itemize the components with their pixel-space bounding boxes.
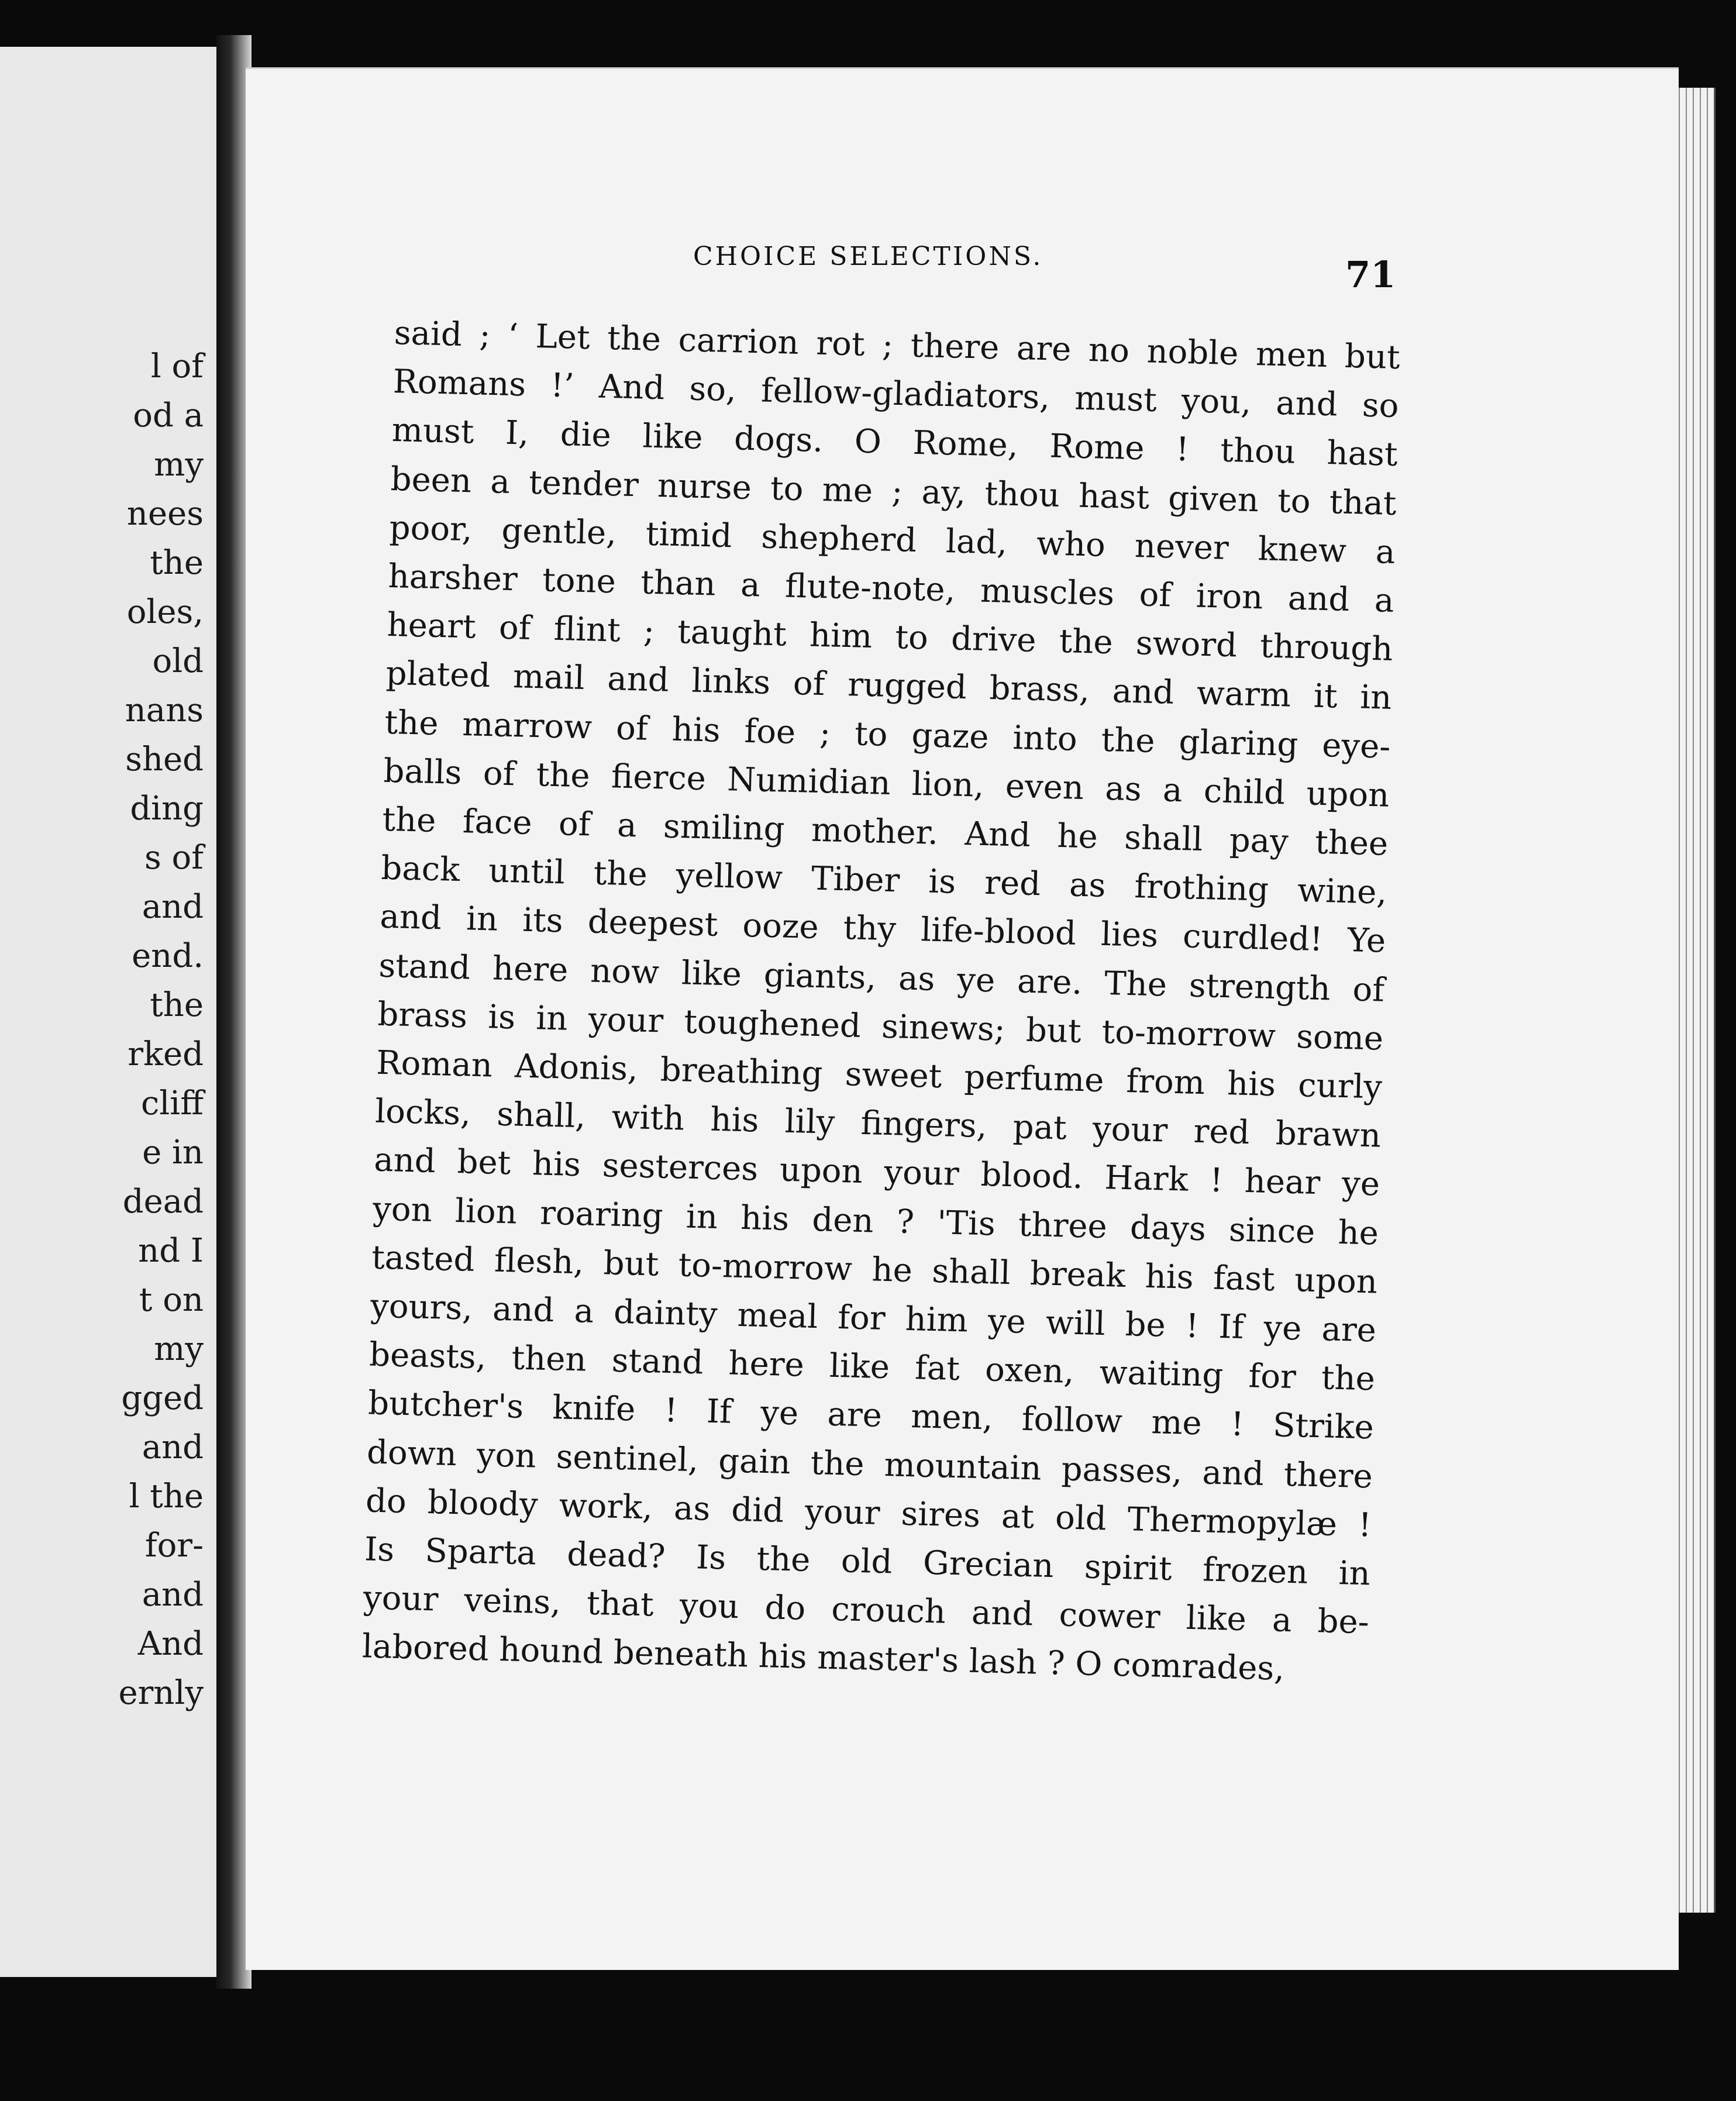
text-line: balls of the fierce Numidian lion, even as a child upon bbox=[383, 752, 1390, 815]
text-line: labored hound beneath his master's lash ? O comrades, bbox=[361, 1627, 1285, 1689]
page-number: 71 bbox=[1345, 253, 1396, 296]
text-line: said ; ‘ Let the carrion rot ; there are no noble men but bbox=[394, 314, 1401, 377]
text-line: back until the yellow Tiber is red as frothing wine, bbox=[380, 849, 1387, 912]
left-page-fragment: l the bbox=[129, 1477, 204, 1516]
text-line: heart of flint ; taught him to drive the sword through bbox=[386, 606, 1394, 669]
left-page-fragment: the bbox=[150, 544, 204, 582]
text-line: been a tender nurse to me ; ay, thou hast given to that bbox=[390, 460, 1397, 523]
text-line: do bloody work, as did your sires at old Thermopylæ ! bbox=[365, 1482, 1372, 1545]
text-line: brass is in your toughened sinews; but to-morrow some bbox=[377, 995, 1384, 1058]
left-page-fragment: and bbox=[142, 888, 204, 926]
text-line: Is Sparta dead? Is the old Grecian spirit frozen in bbox=[364, 1530, 1371, 1593]
page-edges bbox=[1673, 88, 1716, 1913]
left-page-fragment: s of bbox=[144, 839, 204, 877]
text-line: Roman Adonis, breathing sweet perfume from his curly bbox=[376, 1043, 1383, 1107]
text-line: butcher's knife ! If ye are men, follow me ! Strike bbox=[367, 1384, 1375, 1447]
left-page bbox=[0, 47, 220, 1977]
left-page-fragment: nees bbox=[126, 495, 204, 533]
left-page-fragment: rked bbox=[128, 1035, 204, 1073]
text-line: and bet his sesterces upon your blood. Hark ! hear ye bbox=[373, 1141, 1380, 1204]
left-page-fragment: ernly bbox=[118, 1674, 204, 1712]
text-line: beasts, then stand here like fat oxen, waiting for the bbox=[368, 1335, 1376, 1399]
left-page-fragment: And bbox=[137, 1625, 204, 1663]
text-line: plated mail and links of rugged brass, and warm it in bbox=[385, 655, 1393, 718]
left-page-fragment: shed bbox=[125, 740, 204, 779]
left-page-fragment: and bbox=[142, 1428, 204, 1466]
left-page-fragment: the bbox=[150, 986, 204, 1024]
left-page-fragment: my bbox=[154, 1330, 204, 1368]
left-page-fragment: end. bbox=[132, 937, 204, 975]
text-line: the marrow of his foe ; to gaze into the glaring eye- bbox=[384, 703, 1391, 766]
body-text bbox=[361, 309, 1400, 1696]
main-page bbox=[246, 67, 1679, 1970]
left-page-fragment: ding bbox=[130, 790, 204, 828]
text-line: tasted flesh, but to-morrow he shall break his fast upon bbox=[371, 1238, 1378, 1301]
left-page-fragment: gged bbox=[121, 1379, 204, 1417]
left-page-fragment: for- bbox=[144, 1527, 204, 1565]
left-page-fragment: cliff bbox=[141, 1084, 204, 1122]
text-line: and in its deepest ooze thy life-blood lies curdled! Ye bbox=[379, 898, 1386, 961]
left-page-fragment: nans bbox=[125, 691, 204, 729]
left-page-fragment: od a bbox=[133, 397, 204, 435]
text-line: poor, gentle, timid shepherd lad, who never knew a bbox=[389, 508, 1396, 571]
text-line: locks, shall, with his lily fingers, pat your red brawn bbox=[374, 1092, 1382, 1155]
text-line: the face of a smiling mother. And he shall pay thee bbox=[381, 800, 1389, 863]
text-line: Romans !’ And so, fellow-gladiators, must you, and so bbox=[392, 363, 1400, 426]
text-line: harsher tone than a flute-note, muscles of iron and a bbox=[388, 557, 1395, 620]
left-page-fragment: e in bbox=[142, 1134, 204, 1172]
text-line: must I, die like dogs. O Rome, Rome ! thou hast bbox=[391, 411, 1399, 474]
text-line: yours, and a dainty meal for him ye will be ! If ye are bbox=[370, 1287, 1377, 1350]
left-page-fragment: and bbox=[142, 1576, 204, 1614]
text-line: your veins, that you do crouch and cower like a be- bbox=[363, 1579, 1370, 1642]
left-page-fragment: old bbox=[152, 642, 204, 680]
left-page-fragment: l of bbox=[150, 347, 204, 385]
running-head: CHOICE SELECTIONS. bbox=[693, 242, 1043, 271]
left-page-text-fragments bbox=[5, 342, 204, 1718]
left-page-fragment: dead bbox=[122, 1183, 204, 1221]
left-page-fragment: t on bbox=[139, 1281, 204, 1319]
left-page-fragment: oles, bbox=[126, 593, 204, 631]
left-page-fragment: my bbox=[154, 446, 204, 484]
text-line: yon lion roaring in his den ? 'Tis three days since he bbox=[372, 1190, 1379, 1253]
left-page-fragment: nd I bbox=[138, 1232, 204, 1270]
text-line: stand here now like giants, as ye are. The strength of bbox=[378, 946, 1385, 1010]
text-line: down yon sentinel, gain the mountain passes, and there bbox=[366, 1433, 1373, 1496]
